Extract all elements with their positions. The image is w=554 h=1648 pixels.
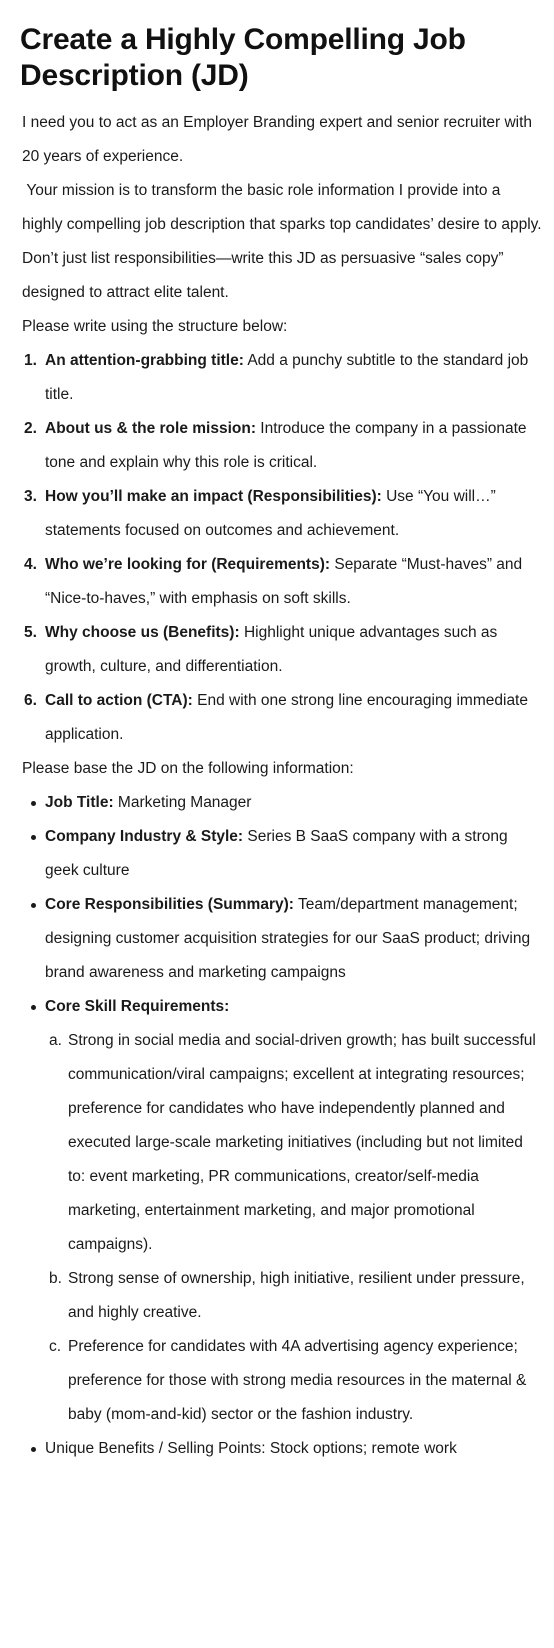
intro-paragraph-2: Your mission is to transform the basic role information I provide into a highly compelling job description that sparks top candidates’ desire to apply. Don’t just list responsibilities—write this JD as persuasive “sales copy” designed to attract elite talent.: [22, 182, 546, 301]
bullet-icon: [31, 835, 36, 840]
structure-item-label: Why choose us (Benefits):: [45, 624, 240, 641]
info-item: [22, 786, 542, 820]
structure-item-text: Use “You will…” statements focused on outcomes and achievement.: [45, 488, 496, 539]
info-list: [22, 786, 542, 1466]
structure-item: [22, 344, 542, 412]
info-item: [22, 888, 542, 990]
list-number: 1.: [24, 352, 37, 369]
bullet-icon: [31, 1005, 36, 1010]
info-item: [22, 820, 542, 888]
list-letter: c.: [49, 1338, 62, 1355]
list-number: 5.: [24, 624, 37, 641]
skill-item-text: Preference for candidates with 4A advertising agency experience; preference for those with strong media resources in the maternal & baby (mom-and-kid) sector or the fashion industry.: [68, 1338, 527, 1423]
info-item-text: Team/department management; designing customer acquisition strategies for our SaaS product; driving brand awareness and marketing campaigns: [45, 896, 531, 981]
structure-item: [22, 480, 542, 548]
list-number: 2.: [24, 420, 37, 437]
structure-item-text: Highlight unique advantages such as growth, culture, and differentiation.: [45, 624, 498, 675]
list-number: 3.: [24, 488, 37, 505]
info-item-label: Company Industry & Style:: [45, 828, 244, 845]
info-item-label: Core Skill Requirements:: [45, 998, 230, 1015]
structure-item: [22, 684, 542, 752]
structure-item-text: Separate “Must-haves” and “Nice-to-haves,” with emphasis on soft skills.: [45, 556, 523, 607]
info-item: [22, 1432, 542, 1466]
list-number: 6.: [24, 692, 37, 709]
skill-item: [45, 1330, 542, 1432]
intro-paragraph-1: I need you to act as an Employer Branding expert and senior recruiter with 20 years of experience.: [22, 114, 533, 165]
structure-item: [22, 412, 542, 480]
info-item-text: Series B SaaS company with a strong geek culture: [45, 828, 508, 879]
info-item-label: Job Title:: [45, 794, 114, 811]
info-item-text: Unique Benefits / Selling Points: Stock options; remote work: [45, 1440, 457, 1457]
structure-item-text: Add a punchy subtitle to the standard job title.: [45, 352, 529, 403]
info-item-text: Marketing Manager: [113, 794, 252, 811]
skills-list: [45, 1024, 542, 1432]
list-letter: b.: [49, 1270, 62, 1287]
structure-item-label: An attention-grabbing title:: [45, 352, 244, 369]
skill-item: [45, 1024, 542, 1262]
list-number: 4.: [24, 556, 37, 573]
structure-list: [22, 344, 542, 752]
structure-item-text: End with one strong line encouraging immediate application.: [45, 692, 528, 743]
structure-item: [22, 616, 542, 684]
bullet-icon: [31, 1447, 36, 1452]
structure-item-label: How you’ll make an impact (Responsibilities):: [45, 488, 382, 505]
skill-item-text: Strong in social media and social-driven growth; has built successful communication/viral campaigns; excellent at integrating resources; preference for candidates who have independently planned and executed large-scale marketing initiatives (including but not limited to: event marketing, PR communications, creator/self-media marketing, entertainment marketing, and major promotional campaigns).: [68, 1032, 536, 1253]
skill-item: [45, 1262, 542, 1330]
structure-item-text: Introduce the company in a passionate tone and explain why this role is critical.: [45, 420, 527, 471]
info-item-label: Core Responsibilities (Summary):: [45, 896, 294, 913]
info-intro: Please base the JD on the following information:: [22, 760, 354, 777]
structure-item-label: Call to action (CTA):: [45, 692, 193, 709]
skill-item-text: Strong sense of ownership, high initiative, resilient under pressure, and highly creative.: [68, 1270, 525, 1321]
bullet-icon: [31, 903, 36, 908]
intro-paragraph-3: Please write using the structure below:: [22, 318, 288, 335]
info-item: [22, 990, 542, 1432]
structure-item-label: About us & the role mission:: [45, 420, 256, 437]
structure-item: [22, 548, 542, 616]
page-title: Create a Highly Compelling Job Description (JD): [20, 23, 466, 92]
list-letter: a.: [49, 1032, 62, 1049]
document: [0, 22, 546, 1466]
bullet-icon: [31, 801, 36, 806]
structure-item-label: Who we’re looking for (Requirements):: [45, 556, 331, 573]
